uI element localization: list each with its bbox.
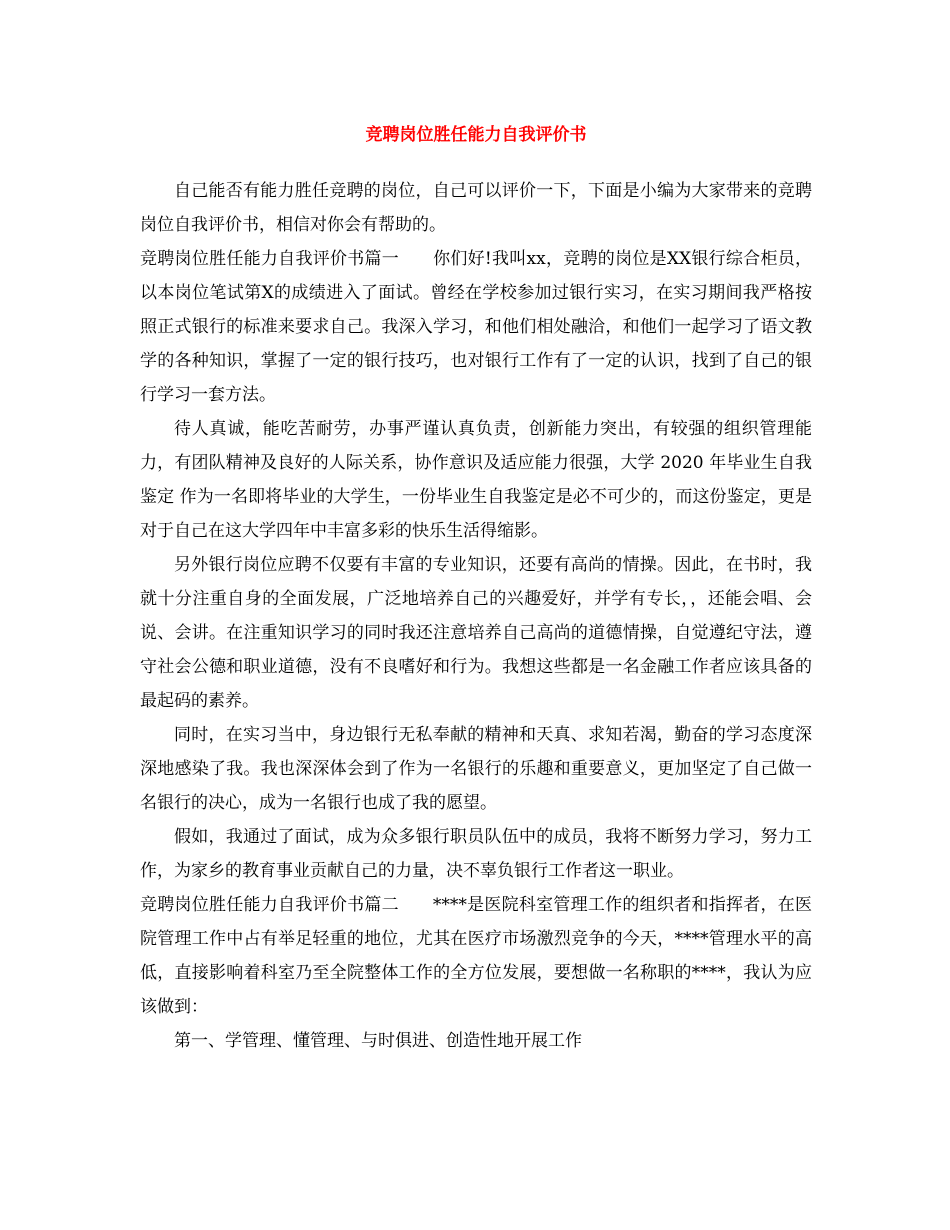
paragraph-3: 另外银行岗位应聘不仅要有丰富的专业知识，还要有高尚的情操。因此，在书时，我就十分注重自身的全面发展，广泛地培养自己的兴趣爱好，并学有专长，，还能会唱、会说、会讲。在注重知识学习的同时我还注意培养自己高尚的道德情操，自觉遵纪守法，遵守社会公德和职业道德，没有不良嗜好和行为。我想这些都是一名金融工作者应该具备的最起码的素养。	[140, 555, 812, 711]
section2-paragraph	[140, 888, 812, 1024]
paragraph-2: 待人真诚，能吃苦耐劳，办事严谨认真负责，创新能力突出，有较强的组织管理能力，有团队精神及良好的人际关系，协作意识及适应能力很强，大学 2020 年毕业生自我鉴定 作为一名即将毕业的大学生，一份毕业生自我鉴定是必不可少的，而这份鉴定，更是对于自己在这大学四年中丰富多彩的快乐生活得缩影。	[140, 419, 812, 541]
section2-heading: 竞聘岗位胜任能力自我评价书篇二	[140, 895, 399, 915]
section1-text: 你们好!我叫xx，竞聘的岗位是XX银行综合柜员，以本岗位笔试第X的成绩进入了面试。曾经在学校参加过银行实习，在实习期间我严格按照正式银行的标准来要求自己。我深入学习，和他们相处融洽，和他们一起学习了语文教学的各种知识，掌握了一定的银行技巧，也对银行工作有了一定的认识，找到了自己的银行学习一套方法。	[140, 249, 812, 405]
intro-paragraph: 自己能否有能力胜任竞聘的岗位，自己可以评价一下，下面是小编为大家带来的竞聘岗位自我评价书，相信对你会有帮助的。	[140, 181, 812, 235]
section1-paragraph	[140, 242, 812, 412]
document-title: 竞聘岗位胜任能力自我评价书	[365, 125, 587, 145]
paragraph-5: 假如，我通过了面试，成为众多银行职员队伍中的成员，我将不断努力学习，努力工作，为家乡的教育事业贡献自己的力量，决不辜负银行工作者这一职业。	[140, 827, 812, 881]
document-page	[140, 118, 812, 1058]
paragraph-4: 同时，在实习当中，身边银行无私奉献的精神和天真、求知若渴，勤奋的学习态度深深地感染了我。我也深深体会到了作为一名银行的乐趣和重要意义，更加坚定了自己做一名银行的决心，成为一名银行也成了我的愿望。	[140, 725, 812, 813]
section2-text: ****是医院科室管理工作的组织者和指挥者，在医院管理工作中占有举足轻重的地位，尤其在医疗市场激烈竞争的今天，****管理水平的高低，直接影响着科室乃至全院整体工作的全方位发展，要想做一名称职的****，我认为应该做到：	[140, 895, 813, 1017]
paragraph-6: 第一、学管理、懂管理、与时俱进、创造性地开展工作	[174, 1031, 582, 1051]
section1-heading: 竞聘岗位胜任能力自我评价书篇一	[140, 249, 400, 269]
